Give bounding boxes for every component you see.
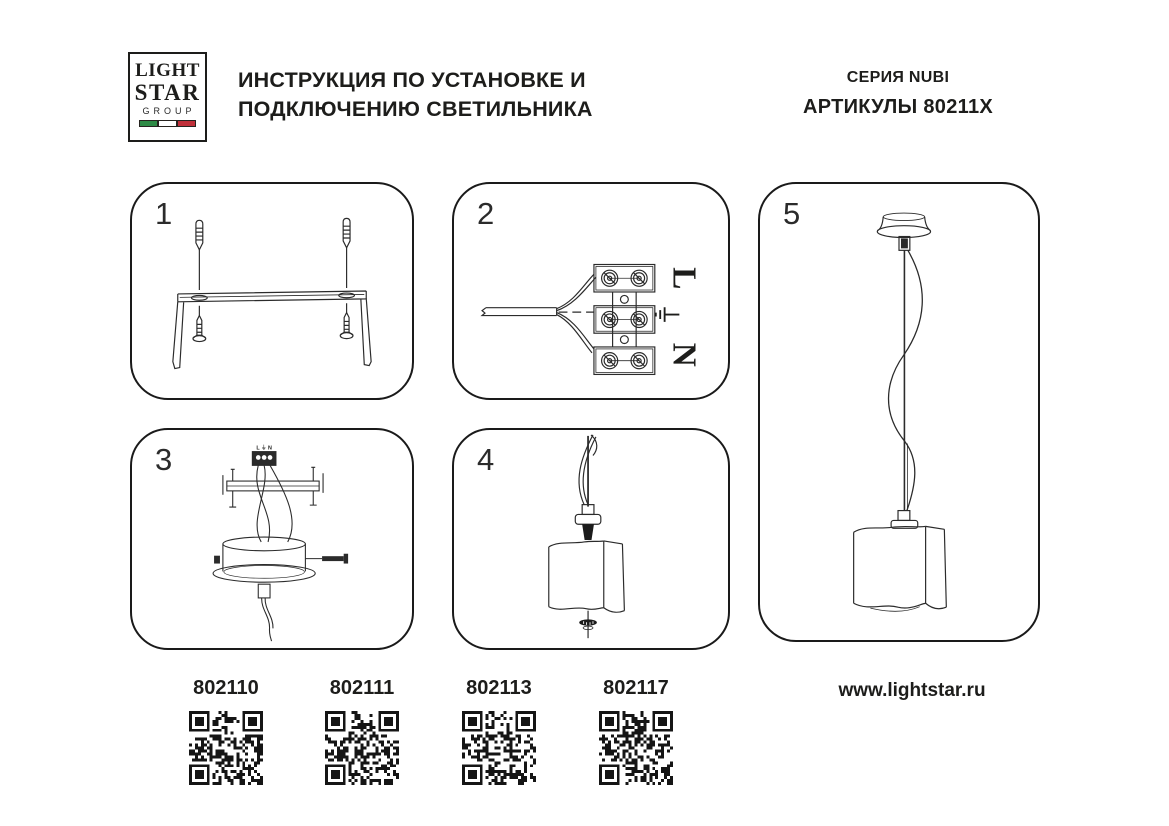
neutral-wire-label: N	[665, 342, 703, 367]
article-number-802117: 802117	[603, 677, 669, 699]
ceiling-cup-drawing	[132, 430, 412, 648]
article-number-802113: 802113	[466, 677, 532, 699]
qr-code-802117	[599, 711, 673, 785]
step-2-number: 2	[477, 196, 495, 231]
italian-flag-icon	[139, 120, 197, 127]
step-3-panel	[130, 428, 414, 650]
live-wire-label: L	[665, 267, 703, 290]
header-right	[782, 69, 1014, 119]
logo-word-group: GROUP	[142, 106, 196, 116]
website-url: www.lightstar.ru	[838, 680, 986, 701]
earth-ground-icon	[656, 307, 680, 322]
title-line-2: ПОДКЛЮЧЕНИЮ СВЕТИЛЬНИКА	[238, 97, 593, 121]
shade-attachment-drawing	[454, 430, 728, 648]
step-2-panel	[452, 182, 730, 400]
logo-word-light: LIGHT	[135, 60, 200, 81]
qr-code-802111	[325, 711, 399, 785]
step-4-panel	[452, 428, 730, 650]
mini-terminal-label: L ⏚ N	[256, 445, 272, 452]
step-1-number: 1	[155, 196, 173, 231]
series-label: СЕРИЯ NUBI	[846, 69, 950, 86]
lightstar-logo	[128, 52, 207, 142]
article-number-802110: 802110	[193, 677, 259, 699]
step-3-number: 3	[155, 442, 173, 477]
terminal-wiring-drawing	[454, 184, 728, 398]
title-line-1: ИНСТРУКЦИЯ ПО УСТАНОВКЕ И	[238, 68, 586, 92]
step-5-panel	[758, 182, 1040, 642]
mounting-bracket-drawing	[132, 184, 412, 398]
qr-code-802110	[189, 711, 263, 785]
articles-label: АРТИКУЛЫ 80211X	[802, 96, 994, 118]
page-title	[238, 66, 593, 124]
article-number-802111: 802111	[329, 677, 395, 699]
logo-word-star: STAR	[134, 80, 201, 105]
qr-code-802113	[462, 711, 536, 785]
step-5-number: 5	[783, 196, 801, 231]
step-4-number: 4	[477, 442, 495, 477]
assembled-pendant-drawing	[760, 184, 1038, 640]
step-1-panel	[130, 182, 414, 400]
